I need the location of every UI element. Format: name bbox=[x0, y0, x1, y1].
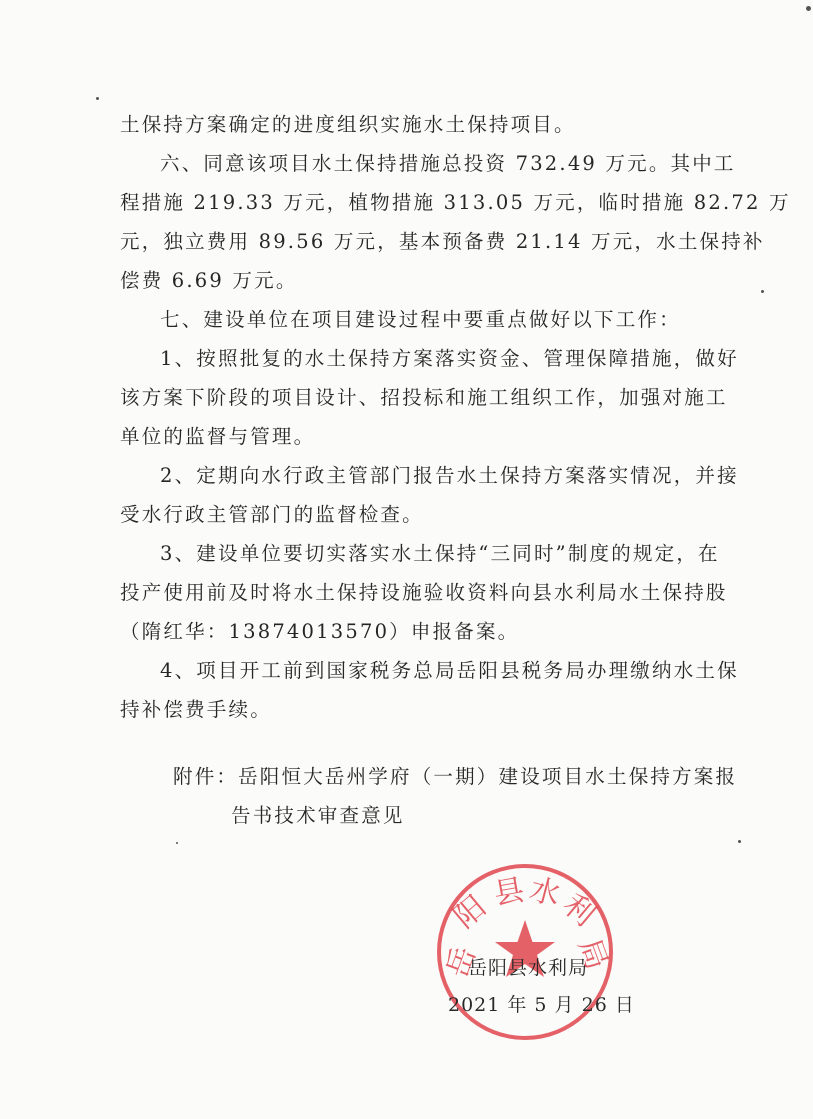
svg-text:利: 利 bbox=[555, 887, 602, 934]
svg-text:岳: 岳 bbox=[439, 942, 484, 983]
scan-speck bbox=[96, 97, 99, 100]
attachment-line: 附件：岳阳恒大岳州学府（一期）建设项目水土保持方案报 bbox=[173, 765, 738, 788]
svg-text:县: 县 bbox=[491, 872, 527, 913]
attachment-line: 告书技术审查意见 bbox=[231, 804, 405, 827]
scan-speck bbox=[761, 290, 764, 293]
body-line: 3、建设单位要切实落实水土保持“三同时”制度的规定，在 bbox=[160, 542, 720, 565]
body-line: 程措施 219.33 万元，植物措施 313.05 万元，临时措施 82.72 万 bbox=[120, 191, 791, 214]
body-line: 持补偿费手续。 bbox=[120, 698, 272, 721]
svg-text:阳: 阳 bbox=[447, 889, 494, 936]
scan-speck bbox=[738, 840, 741, 843]
body-line: 元，独立费用 89.56 万元，基本预备费 21.14 万元，水土保持补 bbox=[120, 230, 765, 253]
body-line: 2、定期向水行政主管部门报告水土保持方案落实情况，并接 bbox=[160, 464, 739, 487]
body-line: 偿费 6.69 万元。 bbox=[120, 269, 298, 292]
body-line: 4、项目开工前到国家税务总局岳阳县税务局办理缴纳水土保 bbox=[160, 659, 739, 682]
svg-text:局: 局 bbox=[570, 934, 615, 975]
body-line: 受水行政主管部门的监督检查。 bbox=[120, 503, 424, 526]
signature-org: 岳阳县水利局 bbox=[468, 957, 589, 979]
body-line: 六、同意该项目水土保持措施总投资 732.49 万元。其中工 bbox=[160, 152, 736, 175]
body-line: （隋红华：13874013570）申报备案。 bbox=[120, 620, 520, 643]
body-line: 投产使用前及时将水土保持设施验收资料向县水利局水土保持股 bbox=[120, 581, 728, 604]
svg-text:水: 水 bbox=[525, 871, 564, 914]
body-line: 土保持方案确定的进度组织实施水土保持项目。 bbox=[120, 113, 576, 136]
body-line: 七、建设单位在项目建设过程中要重点做好以下工作： bbox=[160, 308, 681, 331]
body-line: 单位的监督与管理。 bbox=[120, 425, 316, 448]
body-line: 该方案下阶段的项目设计、招投标和施工组织工作，加强对施工 bbox=[120, 386, 728, 409]
scan-speck bbox=[806, 6, 811, 11]
signature-date: 2021 年 5 月 26 日 bbox=[448, 994, 635, 1016]
scan-speck bbox=[176, 842, 178, 844]
body-line: 1、按照批复的水土保持方案落实资金、管理保障措施，做好 bbox=[160, 347, 739, 370]
